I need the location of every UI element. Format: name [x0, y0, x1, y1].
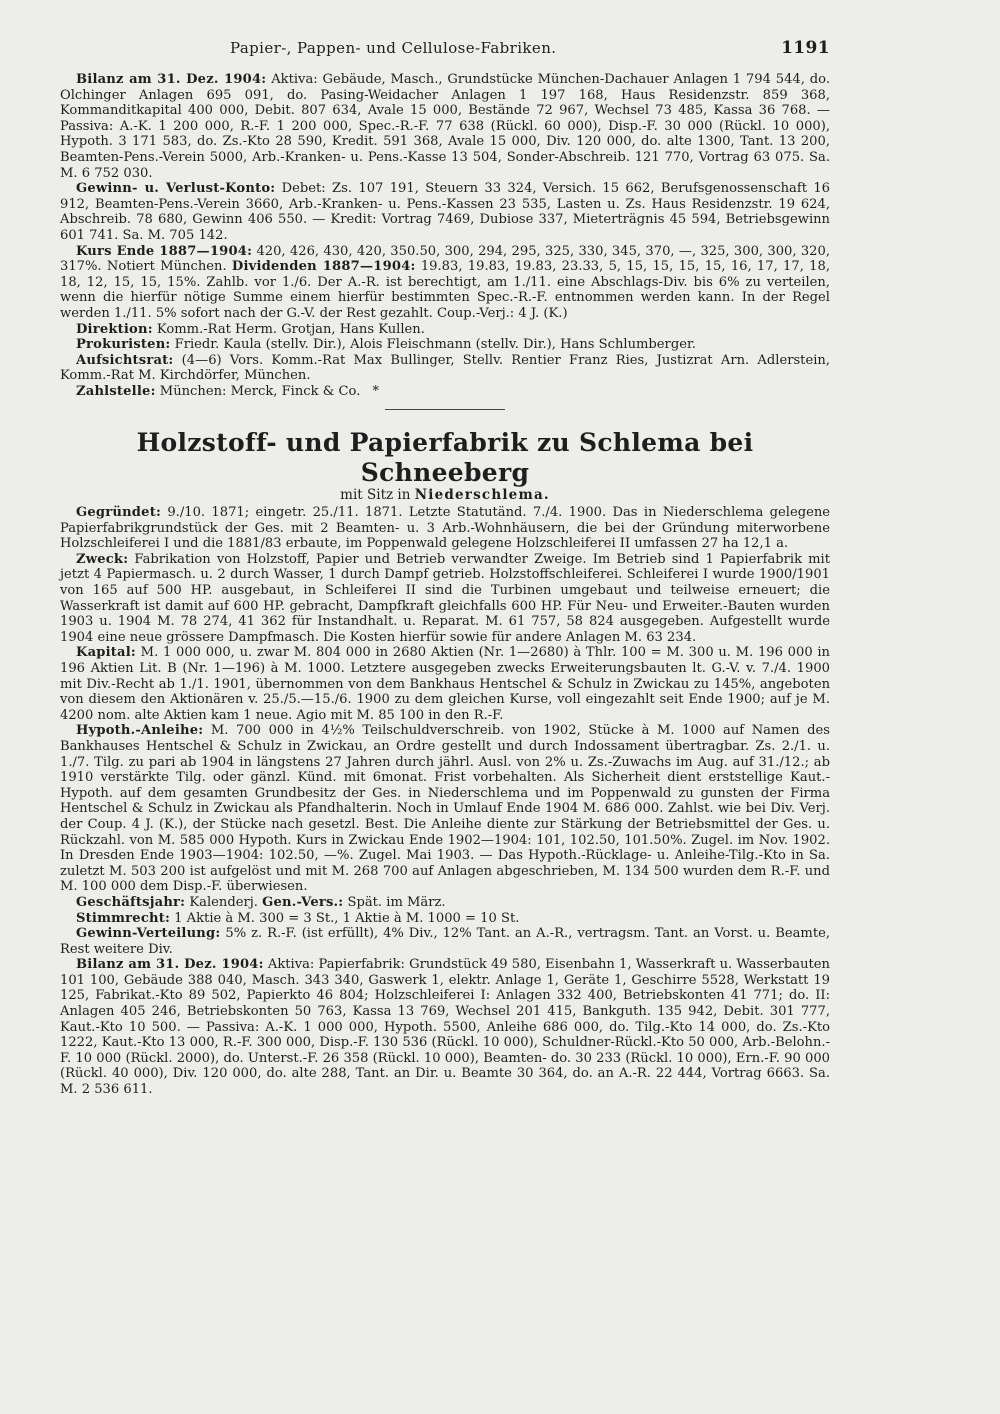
entry-bilanz [60, 957, 830, 1097]
label-gewinn-prev: Gewinn- u. Verlust-Konto: [76, 181, 276, 197]
label-hypoth-anleihe: Hypoth.-Anleihe: [76, 723, 204, 739]
entry-aufsichtsrat-prev [60, 353, 830, 384]
text-gegruendet: 9./10. 1871; eingetr. 25./11. 1871. Letzte Statutänd. 7./4. 1900. Das in Niederschlema gelegene Papierfabrikgrundstück der Ges. mit 2 Beamten- u. 3 Arb.-Wohnhäusern, die bei der Gründung miterworbene Holzschleiferei I und die 1881/83 erbaute, im Poppenwald gelegene Holzschleiferei II umfassen 27 ha 12,1 a. [60, 505, 831, 552]
label-bilanz: Bilanz am 31. Dez. 1904: [76, 957, 264, 973]
entry-gewinn-verteilung [60, 926, 830, 957]
label-zweck: Zweck: [76, 551, 129, 567]
entry-zahlstelle-prev [60, 384, 830, 400]
entry-stimmrecht [60, 911, 830, 927]
text-stimmrecht: 1 Aktie à M. 300 = 3 St., 1 Aktie à M. 1000 = 10 St. [174, 910, 520, 926]
label-dividenden-prev: Dividenden 1887—1904: [231, 259, 416, 275]
label-aufsichtsrat-prev: Aufsichtsrat: [76, 352, 174, 368]
label-zahlstelle-prev: Zahlstelle: [76, 383, 156, 399]
text-zahlstelle-prev: München: Merck, Finck & Co. [159, 383, 361, 399]
label-gegruendet: Gegründet: [76, 505, 161, 521]
label-prokuristen-prev: Prokuristen: [76, 337, 171, 353]
label-direktion-prev: Direktion: [76, 321, 153, 337]
label-bilanz-prev: Bilanz am 31. Dez. 1904: [76, 72, 267, 87]
text-bilanz: Aktiva: Papierfabrik: Grundstück 49 580, Eisenbahn 1, Wasserkraft u. Wasserbauten 101 100, Gebäude 388 040, Masch. 343 340, Gaswerk 1, elektr. Anlage 1, Geräte 1, Geschirre 5528, Werkstatt 19 125, Fabrikat.-Kto 89 502, Papierkto 46 804; Holzschleiferei I: Anlagen 332 400, Betriebskonten 41 771; do. II: Anlagen 405 246, Betriebskonten 50 763, Kassa 13 769, Wechsel 201 415, Bankguth. 135 942, Debit. 301 777, Kaut.-Kto 10 500. — Passiva: A.-K. 1 000 000, Hypoth. 5500, Anleihe 686 000, do. Tilg.-Kto 14 000, do. Zs.-Kto 1222, Kaut.-Kto 13 000, R.-F. 300 000, Disp.-F. 130 536 (Rückl. 10 000), Schuldner-Rückl.-Kto 50 000, Arb.-Belohn.-F. 10 000 (Rückl. 2000), do. Unterst.-F. 26 358 (Rückl. 10 000), Beamten- do. 30 233 (Rückl. 10 000), Ern.-F. 90 000 (Rückl. 40 000), Div. 120 000, do. alte 288, Tant. an Dir. u. Beamte 30 364, do. an A.-R. 22 444, Vortrag 6663. Sa. M. 2 536 611. [60, 957, 830, 1098]
label-geschaeftsjahr: Geschäftsjahr: [76, 894, 186, 910]
running-header [230, 38, 830, 58]
text-aufsichtsrat-prev: (4—6) Vors. Komm.-Rat Max Bullinger, Stellv. Rentier Franz Ries, Justizrat Arn. Adlerstein, Komm.-Rat M. Kirchdörfer, München. [60, 352, 830, 384]
label-stimmrecht: Stimmrecht: [76, 910, 170, 926]
text-bilanz-prev: Aktiva: Gebäude, Masch., Grundstücke München-Dachauer Anlagen 1 794 544, do. Olchinger Anlagen 695 091, do. Pasing-Weidacher Anlagen 1 197 168, Haus Residenzstr. 859 368, Kommanditkapital 400 000, Debit. 807 634, Avale 15 000, Bestände 72 967, Wechsel 73 485, Kassa 36 768. — Passiva: A.-K. 1 200 000, R.-F. 1 200 000, Spec.-R.-F. 77 638 (Rückl. 60 000), Disp.-F. 30 000 (Rückl. 10 000), Hypoth. 3 171 583, do. Zs.-Kto 28 590, Kredit. 591 368, Avale 15 000, Div. 120 000, do. alte 1300, Tant. 13 200, Beamten-Pens.-Verein 5000, Arb.-Kranken- u. Pens.-Kasse 13 504, Sonder-Abschreib. 121 770, Vortrag 63 075. Sa. M. 6 752 030. [60, 72, 830, 181]
subtitle-prefix: mit Sitz in [340, 487, 411, 504]
page-number: 1191 [781, 38, 830, 58]
end-star: * [372, 383, 380, 399]
label-kapital: Kapital: [76, 645, 136, 661]
label-gen-vers: Gen.-Vers.: [262, 894, 344, 910]
section-divider [385, 409, 505, 410]
entry-direktion-prev [60, 322, 830, 338]
text-gen-vers: Spät. im März. [347, 894, 446, 910]
entry-zweck [60, 552, 830, 646]
entry-gegruendet [60, 505, 830, 552]
entry-geschaeftsjahr [60, 895, 830, 911]
entry-gewinn-prev [60, 181, 830, 243]
text-dividenden-prev: 19.83, 19.83, 19.83, 23.33, 5, 15, 15, 15, 15, 16, 17, 17, 18, 18, 12, 15, 15, 15%. Zahlb. vor 1./6. Der A.-R. ist berechtigt, am 1./11. eine Abschlags-Div. bis 6% zu verteilen, wenn die hierfür nötige Summe einem hierfür bestimmten Spec.-R.-F. entnommen werden kann. In der Regel werden 1./11. 5% sofort nach der G.-V. der Rest gezahlt. Coup.-Verj.: 4 J. (K.) [60, 259, 830, 321]
subtitle-place: Niederschlema. [414, 487, 550, 504]
text-prokuristen-prev: Friedr. Kaula (stellv. Dir.), Alois Fleischmann (stellv. Dir.), Hans Schlumberger. [174, 337, 696, 353]
text-zweck: Fabrikation von Holzstoff, Papier und Betrieb verwandter Zweige. Im Betrieb sind 1 Papierfabrik mit jetzt 4 Papiermasch. u. 2 durch Wasser, 1 durch Dampf getrieb. Holzstoffschleiferei. Schleiferei I wurde 1900/1901 von 165 auf 500 HP. ausgebaut, in Schleiferei II sind die Turbinen umgebaut und teilweise erneuert; die Wasserkraft ist damit auf 600 HP. gebracht, Dampfkraft gleichfalls 600 HP. Für Neu- und Erweiter.-Bauten wurden 1903 u. 1904 M. 78 274, 41 362 für Instandhalt. u. Reparat. M. 61 757, 58 824 ausgegeben. Aufgestellt wurde 1904 eine neue grössere Dampfmasch. Die Kosten hierfür sowie für andere Anlagen M. 63 234. [60, 551, 830, 645]
text-hypoth-anleihe: M. 700 000 in 4½% Teilschuldverschreib. von 1902, Stücke à M. 1000 auf Namen des Bankhauses Hentschel & Schulz in Zwickau, an Ordre gestellt und durch Indossament übertragbar. Zs. 2./1. u. 1./7. Tilg. zu pari ab 1904 in längstens 27 Jahren durch jährl. Ausl. von 2% u. Zs.-Zuwachs im Aug. auf 31./12.; ab 1910 verstärkte Tilg. oder gänzl. Künd. mit 6monat. Frist vorbehalten. Als Sicherheit dient erststellige Kaut.-Hypoth. auf dem gesamten Grundbesitz der Ges. in Niederschlema und im Poppenwald zu gunsten der Firma Hentschel & Schulz in Zwickau als Pfandhalterin. Noch in Umlauf Ende 1904 M. 686 000. Zahlst. wie bei Div. Verj. der Coup. 4 J. (K.), der Stücke nach gesetzl. Best. Die Anleihe diente zur Stärkung der Betriebsmittel der Ges. u. Rückzahl. von M. 585 000 Hypoth. Kurs in Zwickau Ende 1902—1904: 101, 102.50, 101.50%. Zugel. im Nov. 1902. In Dresden Ende 1903—1904: 102.50, —%. Zugel. Mai 1903. — Das Hypoth.-Rücklage- u. Anleihe-Tilg.-Kto in Sa. zuletzt M. 503 200 ist aufgelöst und mit M. 268 700 auf Anlagen abgeschrieben, M. 134 500 wurden dem R.-F. und M. 100 000 dem Disp.-F. überwiesen. [60, 723, 830, 895]
entry-prokuristen-prev [60, 337, 830, 353]
entry-hypoth-anleihe [60, 723, 830, 895]
text-direktion-prev: Komm.-Rat Herm. Grotjan, Hans Kullen. [156, 321, 425, 337]
text-kapital: M. 1 000 000, u. zwar M. 804 000 in 2680 Aktien (Nr. 1—2680) à Thlr. 100 = M. 300 u. M. 196 000 in 196 Aktien Lit. B (Nr. 1—196) à M. 1000. Letztere ausgegeben zwecks Erweiterungsbauten lt. G.-V. v. 7./4. 1900 mit Div.-Recht ab 1./1. 1901, übernommen von dem Bankhaus Hentschel & Schulz in Zwickau zu 145%, angeboten von diesem den Aktionären v. 25./5.—15./6. 1900 zu dem gleichen Kurse, voll eingezahlt seit Ende 1900; auf je M. 4200 nom. alte Aktien kam 1 neue. Agio mit M. 85 100 in den R.-F. [60, 645, 830, 723]
entry-bilanz-prev [60, 72, 830, 181]
text-kurs-prev: 420, 426, 430, 420, 350.50, 300, 294, 295, 325, 330, 345, 370, —, 325, 300, 300, 320, 317%. Notiert München. [60, 243, 830, 275]
text-geschaeftsjahr: Kalenderj. [189, 894, 258, 910]
text-column [60, 72, 830, 1098]
entry-kurs-prev [60, 244, 830, 322]
label-kurs-prev: Kurs Ende 1887—1904: [76, 243, 253, 259]
company-title: Holzstoff- und Papierfabrik zu Schlema bei Schneeberg [136, 428, 754, 488]
text-gewinn-prev: Debet: Zs. 107 191, Steuern 33 324, Versich. 15 662, Berufsgenossenschaft 16 912, Beamten-Pens.-Verein 3660, Arb.-Kranken- u. Pens.-Kassen 23 535, Lasten u. Zs. Haus Residenzstr. 19 624, Abschreib. 78 680, Gewinn 406 550. — Kredit: Vortrag 7469, Dubiose 337, Mieterträgnis 45 594, Betriebsgewinn 601 741. Sa. M. 705 142. [60, 181, 830, 243]
running-title: Papier-, Pappen- und Cellulose-Fabriken. [230, 39, 557, 57]
entry-kapital [60, 645, 830, 723]
company-subtitle [60, 488, 830, 504]
text-gewinn-verteilung: 5% z. R.-F. (ist erfüllt), 4% Div., 12% Tant. an A.-R., vertragsm. Tant. an Vorst. u. Beamte, Rest weitere Div. [60, 926, 830, 957]
label-gewinn-verteilung: Gewinn-Verteilung: [76, 926, 221, 942]
